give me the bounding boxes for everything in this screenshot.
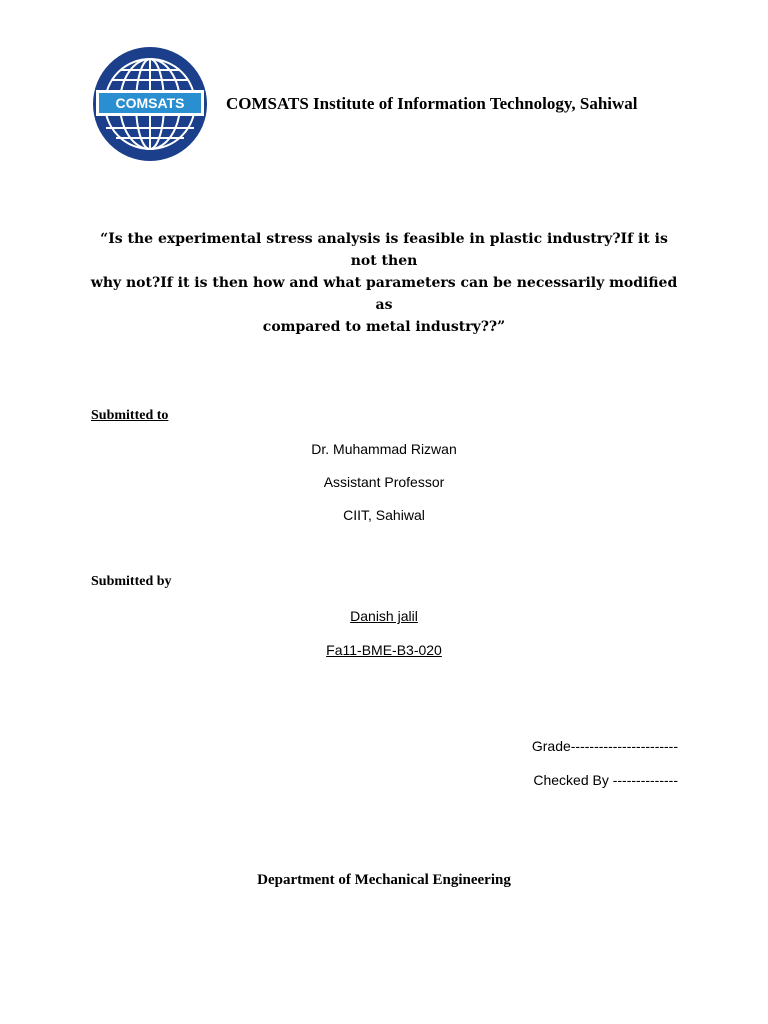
submitted-to-label: Submitted to (91, 408, 169, 423)
student-name: Danish jalil (350, 608, 418, 624)
question-line: “Is the experimental stress analysis is feasible in plastic industry?If it is not then (100, 231, 668, 269)
submitted-by-label: Submitted by (91, 574, 172, 589)
supervisor-name: Dr. Muhammad Rizwan (311, 441, 457, 457)
logo-text: COMSATS (115, 95, 185, 111)
supervisor-place: CIIT, Sahiwal (343, 507, 425, 523)
student-reg-no: Fa11-BME-B3-020 (326, 642, 442, 658)
question-line: compared to metal industry??” (262, 319, 506, 335)
department-title: Department of Mechanical Engineering (257, 872, 511, 888)
grade-line: Grade----------------------- (531, 738, 678, 754)
question-line: why not?If it is then how and what parameters can be necessarily modified as (90, 275, 678, 313)
comsats-logo (92, 46, 208, 162)
globe-logo-icon (92, 46, 208, 162)
institute-title: COMSATS Institute of Information Technology, Sahiwal (226, 94, 638, 113)
checked-by-line: Checked By -------------- (533, 772, 678, 788)
supervisor-title: Assistant Professor (323, 474, 445, 490)
question-block (90, 228, 678, 338)
